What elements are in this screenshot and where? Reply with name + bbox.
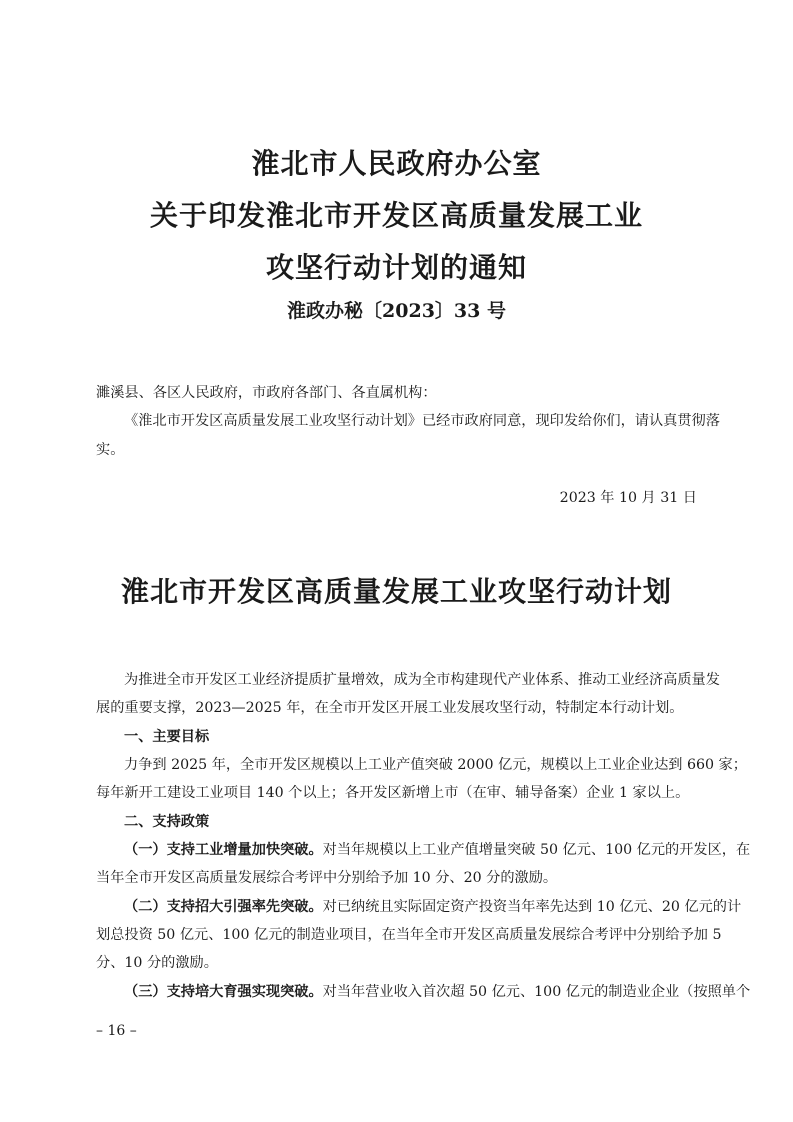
policy3-line1: [124, 982, 751, 1002]
notice-title-line3: 攻坚行动计划的通知: [265, 251, 527, 284]
section1-line1: 力争到 2025 年，全市开发区规模以上工业产值突破 2000 亿元，规模以上工业企业达到 660 家；: [124, 757, 747, 773]
notice-title-line1: 淮北市人民政府办公室: [251, 147, 542, 180]
notice-body-line1: 《淮北市开发区高质量发展工业攻坚行动计划》已经市政府同意，现印发给你们，请认真贯彻落: [124, 413, 720, 429]
policy2-line3: 分、10 分的激励。: [96, 955, 218, 971]
policy1-text: 对当年规模以上工业产值增量突破 50 亿元、100 亿元的开发区，在: [322, 842, 751, 858]
policy1-line1: [124, 840, 751, 860]
policy2-line1: [124, 897, 742, 917]
section2-heading: 二、支持政策: [124, 814, 210, 830]
issue-date: 2023 年 10 月 31 日: [559, 490, 697, 506]
section1-heading: 一、主要目标: [124, 729, 210, 745]
policy2-line2: 划总投资 50 亿元、100 亿元的制造业项目，在当年全市开发区高质量发展综合考评中分别给予加 5: [96, 927, 722, 943]
policy3-text: 对当年营业收入首次超 50 亿元、100 亿元的制造业企业（按照单个: [322, 984, 751, 1000]
policy3-label: （三）支持培大育强实现突破。: [124, 984, 323, 1000]
notice-body-line2: 实。: [96, 442, 125, 458]
policy1-label: （一）支持工业增量加快突破。: [124, 842, 323, 858]
plan-title: 淮北市开发区高质量发展工业攻坚行动计划: [120, 575, 672, 608]
addressee-line: 濉溪县、各区人民政府，市政府各部门、各直属机构：: [96, 385, 437, 401]
page-number: – 16 –: [96, 1023, 137, 1039]
policy2-label: （二）支持招大引强率先突破。: [124, 899, 323, 915]
section1-line2: 每年新开工建设工业项目 140 个以上；各开发区新增上市（在审、辅导备案）企业 1 家以上。: [96, 785, 690, 801]
intro-line1: 为推进全市开发区工业经济提质扩量增效，成为全市构建现代产业体系、推动工业经济高质量发: [124, 672, 720, 688]
notice-title-line2: 关于印发淮北市开发区高质量发展工业: [149, 199, 643, 232]
intro-line2: 展的重要支撑，2023—2025 年，在全市开发区开展工业发展攻坚行动，特制定本行动计划。: [96, 700, 684, 716]
document-number: 淮政办秘〔2023〕33 号: [287, 300, 506, 322]
policy2-text: 对已纳统且实际固定资产投资当年率先达到 10 亿元、20 亿元的计: [322, 899, 742, 915]
policy1-line2: 当年全市开发区高质量发展综合考评中分别给予加 10 分、20 分的激励。: [96, 870, 558, 886]
